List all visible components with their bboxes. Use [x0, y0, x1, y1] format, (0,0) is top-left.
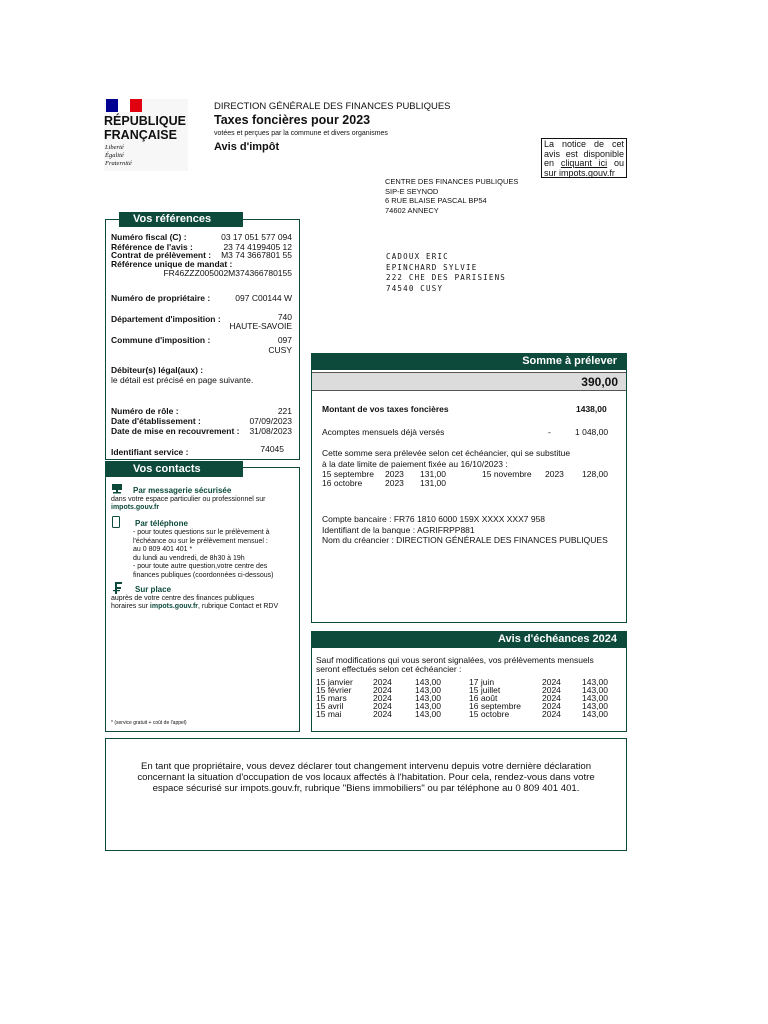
echeance-year: 2024 — [542, 693, 561, 703]
republic-line2: FRANÇAISE — [104, 128, 177, 142]
contrat-label: Contrat de prélèvement : — [111, 250, 212, 260]
acomptes-value: 1 048,00 — [575, 427, 609, 437]
acomptes-sign: - — [548, 427, 551, 437]
echeances-intro-line1: Sauf modifications qui vous seront signalées, vos prélèvements mensuels — [316, 655, 594, 665]
echeances-title: Avis d'échéances 2024 — [311, 631, 627, 648]
contrat-value: M3 74 3667801 55 — [221, 250, 292, 260]
ref-mandat-label: Référence unique de mandat : — [111, 259, 233, 269]
echeance-date: 15 mars — [316, 693, 347, 703]
montant-value: 1438,00 — [576, 404, 607, 414]
messagerie-site-link[interactable]: impots.gouv.fr — [111, 504, 160, 511]
montant-label: Montant de vos taxes foncières — [322, 404, 449, 414]
etablissement-value: 07/09/2023 — [249, 416, 292, 426]
sur-place-title: Sur place — [135, 585, 172, 594]
notice-line1: La notice de cet — [544, 139, 624, 149]
recouvrement-value: 31/08/2023 — [249, 426, 292, 436]
telephone-line4: du lundi au vendredi, de 8h30 à 19h — [133, 554, 245, 562]
motto-egalite: Égalité — [105, 152, 124, 159]
marianne-flag-icon — [106, 99, 142, 112]
departement-label: Département d'imposition : — [111, 314, 221, 324]
nom-creancier: Nom du créancier : DIRECTION GÉNÉRALE DES FINANCES PUBLIQUES — [322, 535, 608, 545]
etablissement-label: Date d'établissement : — [111, 416, 201, 426]
notice-line2: avis est disponible — [544, 148, 624, 159]
motto-fraternite: Fraternité — [105, 160, 132, 167]
contacts-footnote: * (service gratuit + coût de l'appel) — [111, 720, 187, 726]
references-content — [111, 232, 292, 458]
messagerie-title: Par messagerie sécurisée — [133, 486, 232, 495]
building-icon — [113, 582, 123, 594]
document-title: Taxes foncières pour 2023 — [214, 113, 371, 127]
payment-amount: 131,00 — [420, 469, 446, 479]
payment-year: 2023 — [385, 478, 404, 488]
echeance-year: 2024 — [542, 677, 561, 687]
echeancier-line1: Cette somme sera prélevée selon cet échéancier, qui se substitue — [322, 448, 571, 458]
owner-info-line2: concernant la situation d'occupation de vos locaux affectés à l'habitation. Pour cela, rendez-vous dans votre — [137, 772, 595, 783]
echeance-date: 17 juin — [469, 677, 495, 687]
notice-line3-pre: en — [544, 158, 561, 168]
echeance-date: 16 septembre — [469, 701, 521, 711]
owner-info-line3: espace sécurisé sur impots.gouv.fr, rubrique "Biens immobiliers" ou par téléphone au 0 809 401 401. — [152, 783, 580, 794]
echeance-year: 2024 — [373, 701, 392, 711]
center-line2: SIP-E SEYNOD — [385, 186, 439, 196]
sur-place-line2 — [111, 603, 278, 610]
recipient-address — [386, 252, 506, 294]
sur-place-line1: auprès de votre centre des finances publiques — [111, 595, 255, 602]
payment-amount: 131,00 — [420, 478, 446, 488]
echeances-intro-line2: seront effectués selon cet échéancier : — [316, 664, 462, 674]
computer-icon — [111, 484, 123, 494]
acomptes-label: Acomptes mensuels déjà versés — [322, 427, 445, 437]
numero-fiscal-value: 03 17 051 577 094 — [221, 232, 292, 242]
telephone-line2: l'échéance ou sur le prélèvement mensuel : — [133, 537, 268, 545]
phone-icon — [112, 516, 120, 528]
somme-amount-box — [312, 372, 626, 391]
echeance-amount: 143,00 — [582, 677, 608, 687]
compte-bancaire: Compte bancaire : FR76 1810 6000 159X XXXX XXX7 958 — [322, 514, 546, 524]
center-line4: 74602 ANNECY — [385, 205, 439, 215]
references-title: Vos références — [119, 212, 243, 227]
recipient-line3: 222 CHE DES PARISIENS — [386, 273, 507, 282]
proprietaire-label: Numéro de propriétaire : — [111, 293, 211, 303]
identifiant-banque: Identifiant de la banque : AGRIFRPP881 — [322, 525, 475, 535]
recouvrement-label: Date de mise en recouvrement : — [111, 426, 240, 436]
ref-mandat-value: FR46ZZZ005002M374366780155 — [163, 268, 292, 278]
owner-info-box — [105, 738, 627, 851]
recipient-line1: CADOUX ERIC — [386, 252, 449, 261]
commune-label: Commune d'imposition : — [111, 335, 211, 345]
role-value: 221 — [277, 406, 292, 416]
telephone-line1: - pour toutes questions sur le prélèvement à — [133, 529, 270, 536]
proprietaire-value: 097 C00144 W — [235, 293, 292, 303]
echeance-date: 16 août — [469, 693, 498, 703]
telephone-line5: - pour toute autre question,votre centre des — [133, 563, 268, 571]
echeance-date: 15 avril — [316, 701, 344, 711]
owner-info-text — [106, 761, 626, 794]
commune-code: 097 — [277, 335, 292, 345]
notice-link[interactable]: cliquant ici — [560, 158, 608, 168]
numero-fiscal-label: Numéro fiscal (C) : — [111, 232, 187, 242]
telephone-line3: au 0 809 401 401 * — [133, 546, 193, 554]
sur-place-site-link[interactable]: impots.gouv.fr — [149, 603, 198, 610]
messagerie-text: dans votre espace particulier ou professionnel sur — [111, 496, 266, 503]
echeance-year: 2024 — [542, 701, 561, 711]
echeance-date: 15 juillet — [469, 685, 501, 695]
ref-avis-value: 23 74 4199405 12 — [223, 242, 292, 252]
echeance-year: 2024 — [373, 693, 392, 703]
document-subtitle: votées et perçues par la commune et divers organismes — [214, 130, 388, 137]
sur-place-line2-pre: horaires sur — [111, 603, 150, 610]
echeance-amount: 143,00 — [582, 701, 608, 711]
sur-place-line2-post: , rubrique Contact et RDV — [198, 603, 279, 610]
echeancier-line2: à la date limite de paiement fixée au 16/10/2023 : — [322, 459, 508, 469]
debiteur-text: le détail est précisé en page suivante. — [111, 375, 254, 385]
dgfip-title: DIRECTION GÉNÉRALE DES FINANCES PUBLIQUES — [214, 101, 451, 112]
echeance-amount: 143,00 — [415, 709, 441, 719]
echeance-date: 15 février — [316, 685, 352, 695]
commune-name: CUSY — [268, 345, 292, 355]
contacts-content — [111, 484, 298, 729]
contacts-title: Vos contacts — [105, 461, 243, 477]
owner-info-line1: En tant que propriétaire, vous devez déclarer tout changement intervenu depuis votre dernière déclaration — [140, 761, 592, 772]
republic-line1: RÉPUBLIQUE — [104, 114, 186, 128]
telephone-details — [133, 529, 298, 581]
payment-date: 15 novembre — [482, 469, 532, 479]
payment-year: 2023 — [385, 469, 404, 479]
identifiant-value: 74045 — [260, 444, 284, 454]
republique-francaise-logo — [104, 99, 188, 171]
echeance-amount: 143,00 — [415, 685, 441, 695]
somme-panel — [311, 353, 627, 623]
echeance-amount: 143,00 — [582, 685, 608, 695]
somme-title: Somme à prélever — [311, 353, 627, 370]
echeance-year: 2024 — [373, 709, 392, 719]
echeance-date: 15 janvier — [316, 677, 353, 687]
notice-line3-post: ou — [607, 158, 624, 168]
debiteur-label: Débiteur(s) légal(aux) : — [111, 365, 204, 375]
somme-amount: 390,00 — [581, 375, 618, 389]
echeance-amount: 143,00 — [415, 693, 441, 703]
center-line3: 6 RUE BLAISE PASCAL BP54 — [385, 196, 487, 205]
payment-year: 2023 — [545, 469, 564, 479]
payment-date: 16 octobre — [322, 478, 363, 488]
payment-amount: 128,00 — [582, 469, 608, 479]
echeance-amount: 143,00 — [582, 709, 608, 719]
echeance-year: 2024 — [373, 677, 392, 687]
echeance-amount: 143,00 — [415, 677, 441, 687]
echeance-date: 15 octobre — [469, 709, 510, 719]
echeance-year: 2024 — [373, 685, 392, 695]
tax-center-address — [385, 177, 518, 215]
identifiant-label: Identifiant service : — [111, 447, 189, 457]
recipient-line4: 74540 CUSY — [386, 283, 444, 293]
departement-name: HAUTE-SAVOIE — [229, 321, 292, 331]
payment-date: 15 septembre — [322, 469, 374, 479]
motto-liberte: Liberté — [105, 144, 124, 151]
notice-box — [541, 138, 627, 178]
center-line1: CENTRE DES FINANCES PUBLIQUES — [385, 177, 519, 186]
echeance-amount: 143,00 — [415, 701, 441, 711]
telephone-title: Par téléphone — [135, 519, 188, 528]
ref-avis-label: Référence de l'avis : — [111, 242, 193, 252]
departement-code: 740 — [277, 312, 292, 322]
echeance-date: 15 mai — [316, 709, 342, 719]
echeance-year: 2024 — [542, 709, 561, 719]
echeance-amount: 143,00 — [582, 693, 608, 703]
recipient-line2: EPINCHARD SYLVIE — [386, 262, 478, 272]
role-label: Numéro de rôle : — [111, 406, 179, 416]
document-type: Avis d'impôt — [214, 141, 280, 153]
telephone-line6: finances publiques (coordonnées ci-dessous) — [133, 571, 274, 579]
notice-line4: sur impots.gouv.fr — [544, 167, 615, 178]
echeance-year: 2024 — [542, 685, 561, 695]
